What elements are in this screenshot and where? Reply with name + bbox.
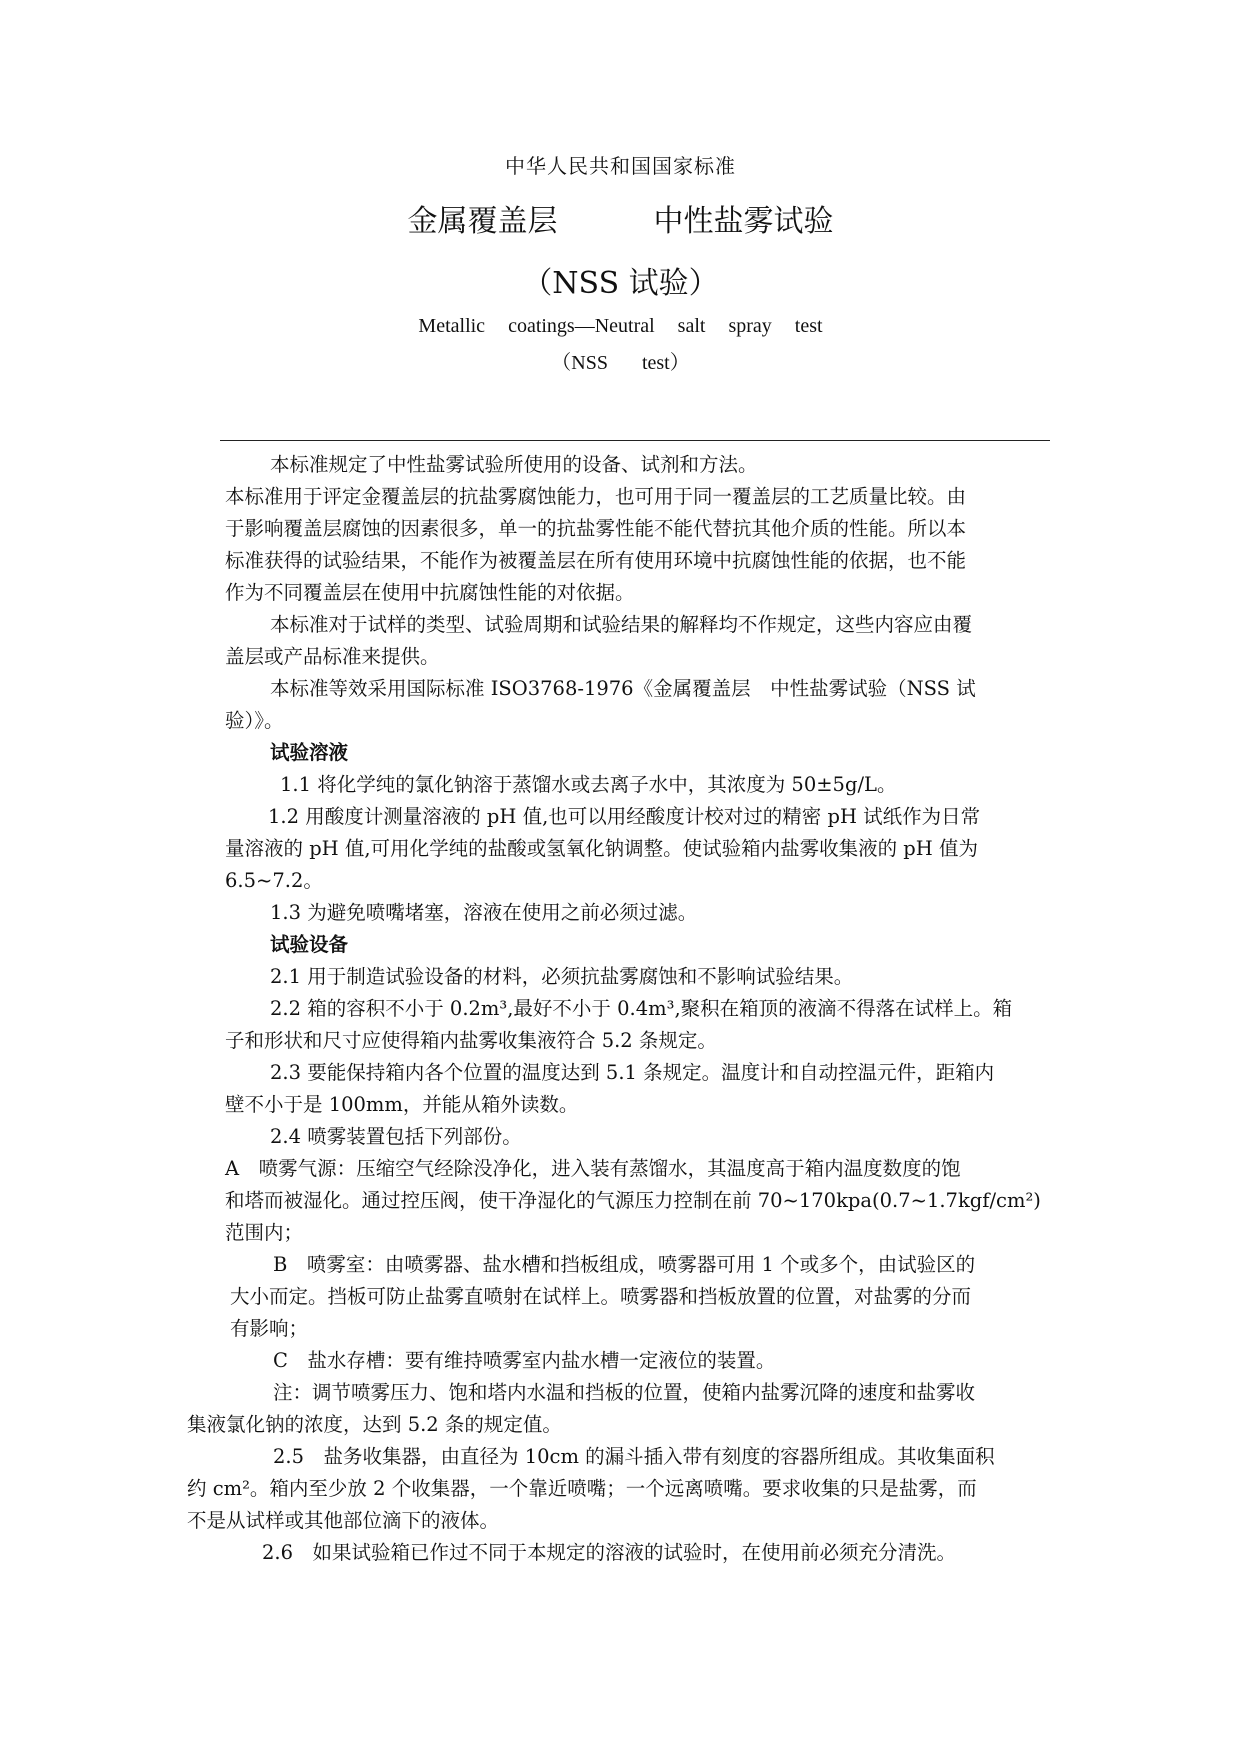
para-purpose-line2: 于影响覆盖层腐蚀的因素很多，单一的抗盐雾性能不能代替抗其他介质的性能。所以本: [225, 517, 967, 540]
item-1-2-line2: 量溶液的 pH 值,可用化学纯的盐酸或氢氧化钠调整。使试验箱内盐雾收集液的 pH 值为: [225, 837, 978, 860]
para-purpose-line1: 本标准用于评定金覆盖层的抗盐雾腐蚀能力，也可用于同一覆盖层的工艺质量比较。由: [225, 485, 967, 508]
item-2-1: 2.1 用于制造试验设备的材料，必须抗盐雾腐蚀和不影响试验结果。: [270, 965, 854, 988]
item-2-5-line1: 2.5 盐务收集器，由直径为 10cm 的漏斗插入带有刻度的容器所组成。其收集面积: [273, 1445, 995, 1468]
item-2-2-line1: 2.2 箱的容积不小于 0.2m³,最好不小于 0.4m³,聚积在箱顶的液滴不得落在试样上。箱: [270, 997, 1013, 1020]
section-heading-equipment: 试验设备: [270, 933, 349, 956]
english-title: Metallic coatings—Neutral salt spray test: [418, 315, 823, 337]
item-b-line2: 大小而定。挡板可防止盐雾直喷射在试样上。喷雾器和挡板放置的位置，对盐雾的分而: [230, 1285, 972, 1308]
item-b-line3: 有影响；: [230, 1317, 309, 1340]
item-2-2-line2: 子和形状和尺寸应使得箱内盐雾收集液符合 5.2 条规定。: [225, 1029, 717, 1052]
para-iso-line2: 验）》。: [225, 709, 284, 732]
document-subtitle: （NSS 试验）: [522, 266, 719, 301]
item-2-4: 2.4 喷雾装置包括下列部份。: [270, 1125, 522, 1148]
item-a-line1: A 喷雾气源：压缩空气经除没净化，进入装有蒸馏水，其温度高于箱内温度数度的饱: [225, 1157, 961, 1180]
item-1-2-line1: 1.2 用酸度计测量溶液的 pH 值,也可以用经酸度计校对过的精密 pH 试纸作为日常: [268, 805, 981, 828]
title-left: 金属覆盖层: [407, 204, 558, 239]
para-nospec-line2: 盖层或产品标准来提供。: [225, 645, 440, 668]
english-sub-left: （NSS: [551, 352, 608, 374]
item-2-5-line3: 不是从试样或其他部位滴下的液体。: [187, 1509, 500, 1532]
title-right: 中性盐雾试验: [653, 204, 834, 239]
header-divider: [220, 440, 1050, 441]
section-heading-solution: 试验溶液: [270, 741, 349, 764]
para-scope: 本标准规定了中性盐雾试验所使用的设备、试剂和方法。: [270, 453, 758, 476]
item-2-3-line2: 壁不小于是 100mm，并能从箱外读数。: [225, 1093, 579, 1116]
para-nospec-line1: 本标准对于试样的类型、试验周期和试验结果的解释均不作规定，这些内容应由覆: [270, 613, 973, 636]
note-line1: 注：调节喷雾压力、饱和塔内水温和挡板的位置，使箱内盐雾沉降的速度和盐雾收: [273, 1381, 976, 1404]
item-c: C 盐水存槽：要有维持喷雾室内盐水槽一定液位的装置。: [273, 1349, 776, 1372]
item-1-1: 1.1 将化学纯的氯化钠溶于蒸馏水或去离子水中，其浓度为 50±5g/L。: [280, 773, 897, 796]
item-2-3-line1: 2.3 要能保持箱内各个位置的温度达到 5.1 条规定。温度计和自动控温元件，距箱内: [270, 1061, 995, 1084]
para-iso-line1: 本标准等效采用国际标准 ISO3768-1976《金属覆盖层 中性盐雾试验（NSS 试: [270, 677, 976, 700]
item-a-line3: 范围内；: [225, 1221, 304, 1244]
english-subtitle: [0, 346, 1241, 375]
item-b-line1: B 喷雾室：由喷雾器、盐水槽和挡板组成，喷雾器可用 1 个或多个，由试验区的: [273, 1253, 976, 1276]
item-2-6: 2.6 如果试验箱已作过不同于本规定的溶液的试验时，在使用前必须充分清洗。: [262, 1541, 957, 1564]
item-2-5-line2: 约 cm²。箱内至少放 2 个收集器，一个靠近喷嘴；一个远离喷嘴。要求收集的只是盐雾，而: [187, 1477, 977, 1500]
standard-line: 中华人民共和国国家标准: [505, 154, 736, 178]
document-title: [0, 196, 1241, 240]
item-1-2-line3: 6.5~7.2。: [225, 869, 323, 892]
item-a-line2: 和塔而被湿化。通过控压阀，使干净湿化的气源压力控制在前 70~170kpa(0.7~1.7kgf/cm²): [225, 1189, 1041, 1212]
item-1-3: 1.3 为避免喷嘴堵塞，溶液在使用之前必须过滤。: [270, 901, 698, 924]
english-sub-right: test）: [641, 352, 690, 374]
para-purpose-line4: 作为不同覆盖层在使用中抗腐蚀性能的对依据。: [225, 581, 635, 604]
note-line2: 集液氯化钠的浓度，达到 5.2 条的规定值。: [187, 1413, 562, 1436]
para-purpose-line3: 标准获得的试验结果，不能作为被覆盖层在所有使用环境中抗腐蚀性能的依据，也不能: [225, 549, 967, 572]
